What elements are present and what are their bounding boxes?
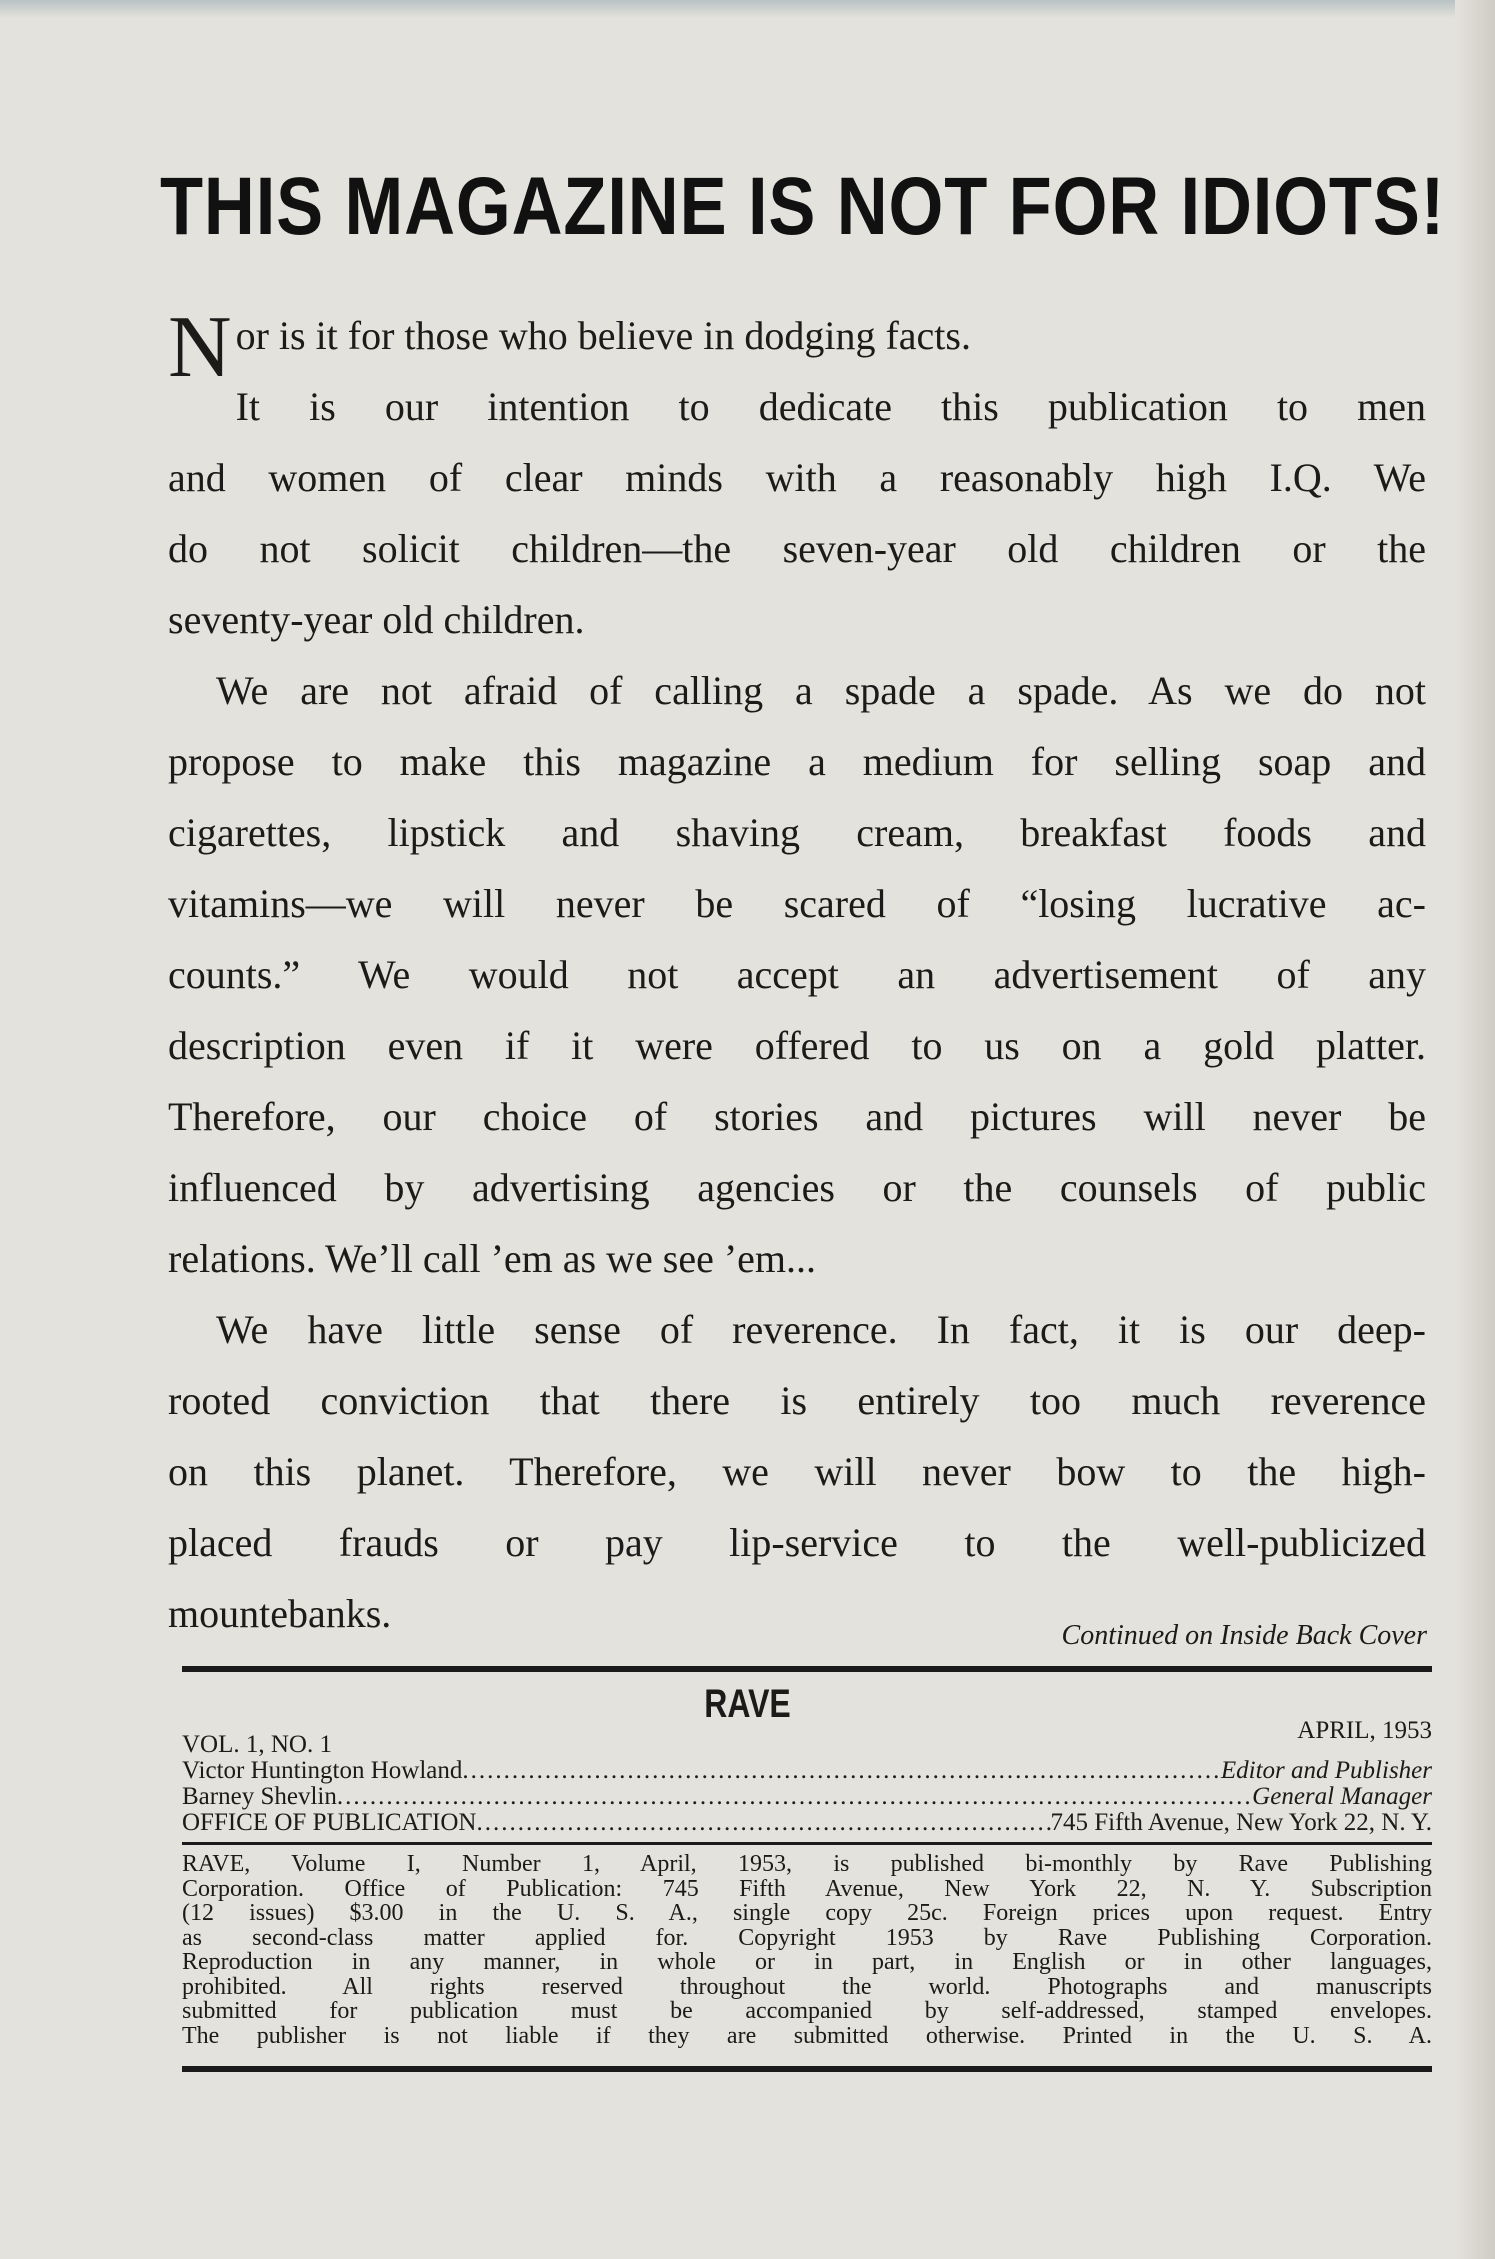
masthead-row — [182, 1810, 1432, 1836]
text-line: influenced by advertising agencies or the counsels of public — [168, 1165, 1426, 1210]
text-line: and women of clear minds with a reasonably high I.Q. We — [168, 455, 1426, 500]
article-body — [168, 300, 1426, 1649]
paragraphs — [168, 371, 1426, 1649]
text-line: rooted conviction that there is entirely too much reverence — [168, 1378, 1426, 1423]
staff-name: Victor Huntington Howland — [182, 1757, 463, 1784]
text-line: mountebanks. — [168, 1591, 392, 1636]
staff-role: Editor and Publisher — [1220, 1757, 1432, 1784]
fine-print-line: Corporation. Office of Publication: 745 Fifth Avenue, New York 22, N. Y. Subscription — [182, 1875, 1432, 1902]
masthead-row — [182, 1784, 1432, 1810]
divider-rule — [182, 1842, 1432, 1845]
text-line: We have little sense of reverence. In fact, it is our deep- — [216, 1307, 1426, 1352]
masthead — [182, 1718, 1432, 1836]
text-line: seventy-year old children. — [168, 597, 585, 642]
masthead-row — [182, 1758, 1432, 1784]
continued-note: Continued on Inside Back Cover — [1061, 1620, 1427, 1651]
text-line: on this planet. Therefore, we will never bow to the high- — [168, 1449, 1426, 1494]
fine-print-line: prohibited. All rights reserved throughout the world. Photographs and manuscripts — [182, 1973, 1432, 2000]
staff-role: General Manager — [1252, 1783, 1432, 1810]
page-edge-shadow — [1455, 0, 1495, 2259]
text-line: propose to make this magazine a medium for selling soap and — [168, 739, 1426, 784]
fine-print-line: RAVE, Volume I, Number 1, April, 1953, is published bi-monthly by Rave Publishing — [182, 1851, 1432, 1877]
text-line: counts.” We would not accept an advertisement of any — [168, 952, 1426, 997]
fine-print-line: as second-class matter applied for. Copyright 1953 by Rave Publishing Corporation. — [182, 1924, 1432, 1951]
scan-edge — [0, 0, 1495, 18]
text-line: description even if it were offered to us on a gold platter. — [168, 1023, 1426, 1068]
first-line — [168, 299, 1426, 396]
drop-cap: N — [168, 299, 232, 396]
text-line: relations. We’ll call ’em as we see ’em... — [168, 1236, 817, 1281]
text-line: It is our intention to dedicate this publication to men — [235, 384, 1426, 429]
office-address: 745 Fifth Avenue, New York 22, N. Y. — [1050, 1809, 1432, 1836]
headline: THIS MAGAZINE IS NOT FOR IDIOTS! — [160, 161, 1446, 252]
office-label: OFFICE OF PUBLICATION — [182, 1809, 477, 1836]
first-line-text: or is it for those who believe in dodging facts. — [235, 313, 971, 358]
fine-print-line: (12 issues) $3.00 in the U. S. A., single copy 25c. Foreign prices upon request. Entry — [182, 1900, 1432, 1926]
fine-print-line: submitted for publication must be accompanied by self-addressed, stamped envelopes. — [182, 1998, 1432, 2024]
text-line: Therefore, our choice of stories and pictures will never be — [168, 1094, 1426, 1139]
fine-print-line: The publisher is not liable if they are submitted otherwise. Printed in the U. S. A. — [182, 2022, 1432, 2049]
fine-print-line: Reproduction in any manner, in whole or in part, in English or in other languages, — [182, 1949, 1432, 1975]
fine-print — [182, 1852, 1432, 2048]
text-line: placed frauds or pay lip-service to the well-publicized — [168, 1520, 1426, 1565]
staff-name: Barney Shevlin — [182, 1783, 337, 1810]
divider-rule — [182, 1666, 1432, 1672]
masthead-volume: VOL. 1, NO. 1 — [182, 1731, 332, 1758]
dot-leader — [462, 1758, 1220, 1784]
text-line: do not solicit children—the seven-year old children or the — [168, 526, 1426, 571]
text-line: cigarettes, lipstick and shaving cream, breakfast foods and — [168, 810, 1426, 855]
text-line: We are not afraid of calling a spade a spade. As we do not — [216, 668, 1426, 713]
masthead-date: APRIL, 1953 — [1297, 1717, 1432, 1744]
text-line: vitamins—we will never be scared of “losing lucrative ac- — [168, 881, 1426, 926]
dot-leader — [337, 1784, 1252, 1810]
divider-rule — [182, 2066, 1432, 2072]
masthead-title: RAVE — [704, 1682, 791, 1726]
dot-leader — [476, 1810, 1050, 1836]
